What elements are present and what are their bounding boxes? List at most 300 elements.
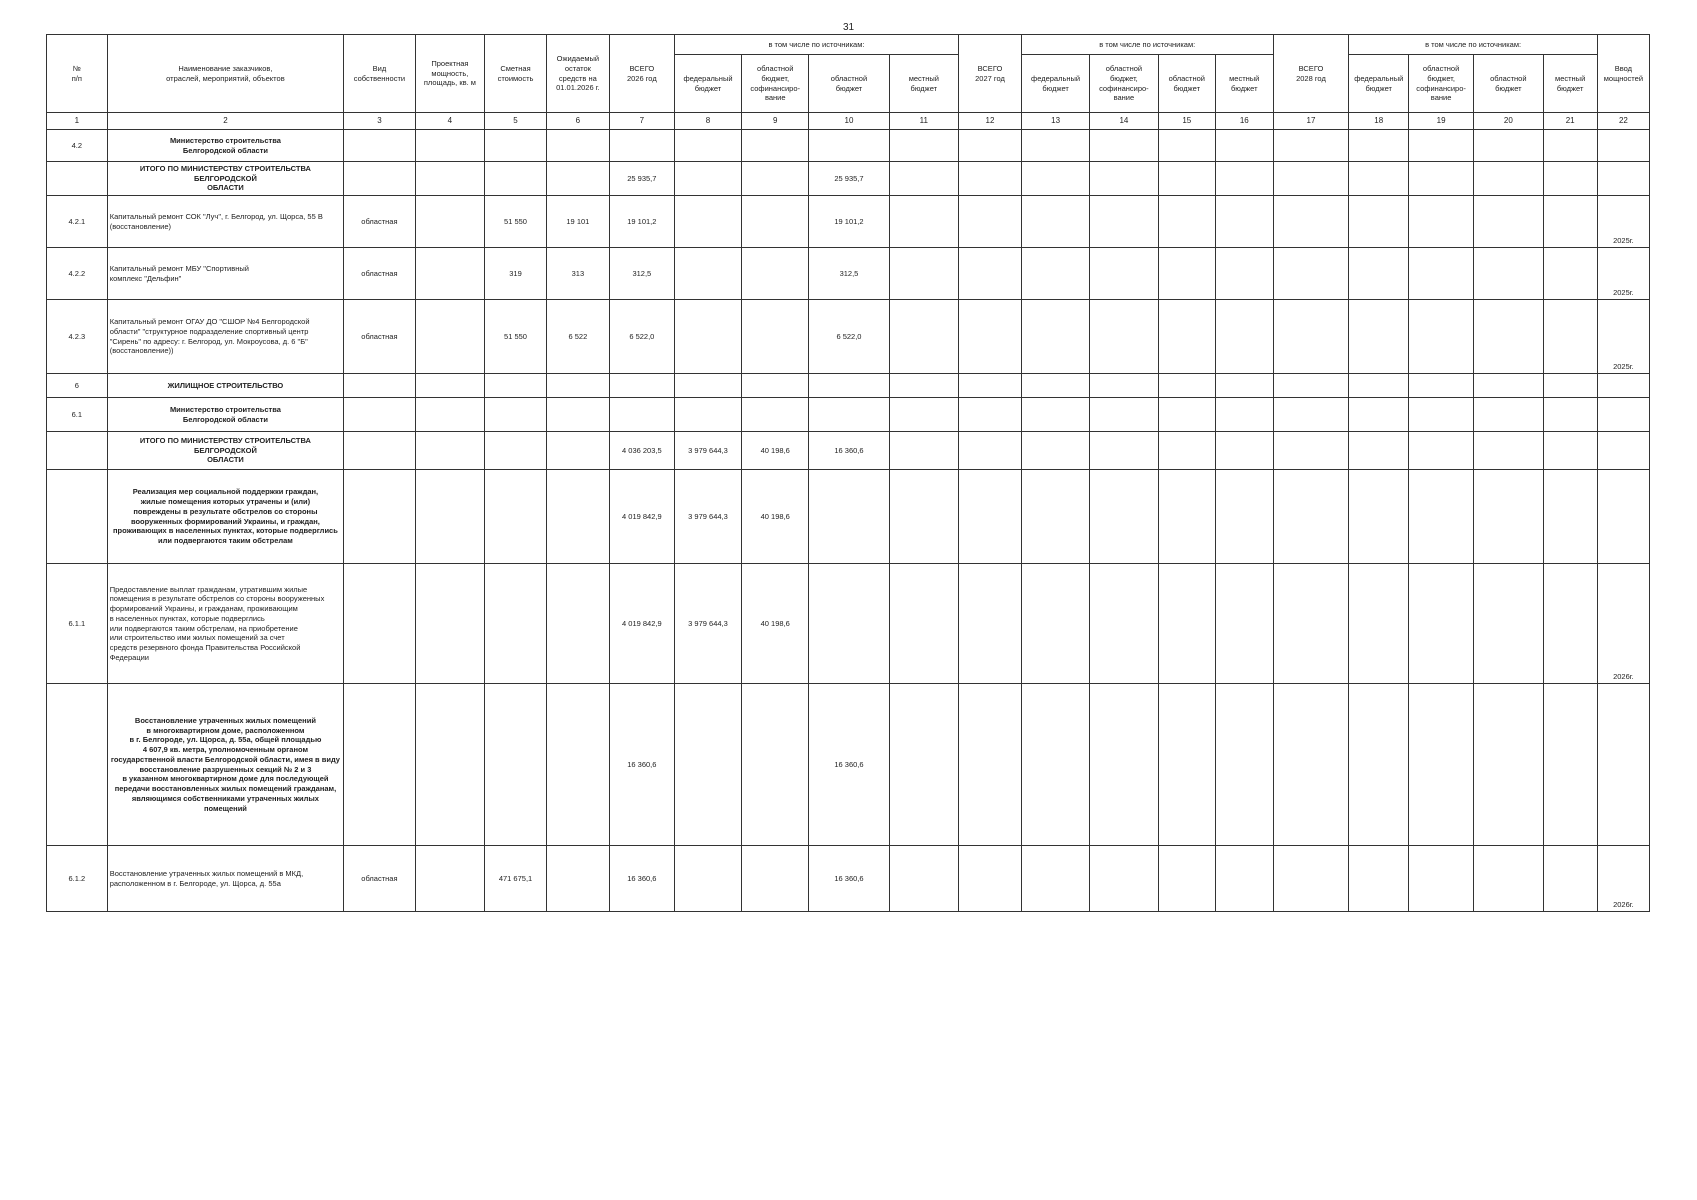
table-row (47, 398, 1650, 432)
header-total-2027: ВСЕГО 2027 год (959, 35, 1022, 113)
empty-cell (1158, 374, 1215, 398)
empty-cell (1216, 130, 1274, 162)
empty-cell (1349, 564, 1409, 684)
row-commissioning-year (1597, 398, 1649, 432)
row-name: Капитальный ремонт ОГАУ ДО "СШОР №4 Белгородской области" "структурное подразделение спортивный центр "Сирень" по адресу: г. Белгород, ул. Мокроусова, д. 6 "Б" (восстановление)) (107, 300, 343, 374)
row-total-2026: 312,5 (609, 248, 674, 300)
row-number: 6 (47, 374, 108, 398)
header-group-2026: в том числе по источникам: (674, 35, 958, 55)
row-regional-2026 (809, 470, 889, 564)
row-expected-balance (546, 130, 609, 162)
table-row (47, 564, 1650, 684)
empty-cell (1474, 300, 1543, 374)
empty-cell (1543, 564, 1597, 684)
empty-cell (1409, 684, 1474, 846)
empty-cell (1474, 846, 1543, 912)
row-local-2026 (889, 684, 958, 846)
row-commissioning-year: 2026г. (1597, 564, 1649, 684)
empty-cell (1090, 684, 1158, 846)
empty-cell (1021, 398, 1089, 432)
empty-cell (1543, 248, 1597, 300)
row-cofinance-2026 (742, 130, 809, 162)
column-number: 4 (415, 113, 484, 130)
header-expected-balance: Ожидаемый остаток средств на 01.01.2026 г. (546, 35, 609, 113)
empty-cell (1273, 196, 1349, 248)
row-name: Капитальный ремонт МБУ "Спортивный комплекс "Дельфин" (107, 248, 343, 300)
row-local-2026 (889, 564, 958, 684)
row-capacity (415, 130, 484, 162)
row-local-2026 (889, 196, 958, 248)
row-total-2026 (609, 398, 674, 432)
row-cofinance-2026 (742, 196, 809, 248)
empty-cell (959, 196, 1022, 248)
row-regional-2026: 312,5 (809, 248, 889, 300)
table-row (47, 374, 1650, 398)
row-capacity (415, 398, 484, 432)
row-name: Предоставление выплат гражданам, утратившим жилые помещения в результате обстрелов со стороны вооруженных формирований Украины, и гражданам, проживающим в населенных пунктах, которые подверглись или подвергаются таким обстрелам, на приобретение или строительство ими жилых помещений за счет средств резервного фонда Правительства Российской Федерации (107, 564, 343, 684)
table-row (47, 684, 1650, 846)
row-commissioning-year (1597, 162, 1649, 196)
empty-cell (1349, 846, 1409, 912)
row-cofinance-2026 (742, 248, 809, 300)
empty-cell (1021, 470, 1089, 564)
row-capacity (415, 374, 484, 398)
row-ownership (344, 130, 416, 162)
empty-cell (1158, 846, 1215, 912)
row-total-2026: 4 019 842,9 (609, 564, 674, 684)
column-number: 8 (674, 113, 741, 130)
row-local-2026 (889, 398, 958, 432)
row-estimated-cost: 471 675,1 (485, 846, 547, 912)
row-expected-balance (546, 684, 609, 846)
row-estimated-cost (485, 162, 547, 196)
header-regional-2027: областной бюджет (1158, 55, 1215, 113)
row-ownership (344, 684, 416, 846)
row-total-2026: 16 360,6 (609, 684, 674, 846)
header-estimated-cost: Сметная стоимость (485, 35, 547, 113)
row-ownership (344, 432, 416, 470)
header-regional-2028: областной бюджет (1474, 55, 1543, 113)
empty-cell (1158, 432, 1215, 470)
empty-cell (1474, 162, 1543, 196)
row-number: 4.2.3 (47, 300, 108, 374)
empty-cell (1349, 130, 1409, 162)
column-number: 16 (1216, 113, 1274, 130)
row-name: ИТОГО ПО МИНИСТЕРСТВУ СТРОИТЕЛЬСТВА БЕЛГОРОДСКОЙ ОБЛАСТИ (107, 162, 343, 196)
row-name: Министерство строительства Белгородской области (107, 398, 343, 432)
empty-cell (1349, 432, 1409, 470)
column-number: 10 (809, 113, 889, 130)
page-number: 31 (842, 22, 855, 33)
row-name: ЖИЛИЩНОЕ СТРОИТЕЛЬСТВО (107, 374, 343, 398)
row-expected-balance (546, 374, 609, 398)
row-capacity (415, 196, 484, 248)
row-regional-2026: 25 935,7 (809, 162, 889, 196)
empty-cell (959, 564, 1022, 684)
row-capacity (415, 300, 484, 374)
row-cofinance-2026: 40 198,6 (742, 564, 809, 684)
row-federal-2026 (674, 300, 741, 374)
row-regional-2026: 6 522,0 (809, 300, 889, 374)
row-estimated-cost (485, 374, 547, 398)
row-capacity (415, 162, 484, 196)
column-number: 11 (889, 113, 958, 130)
row-ownership (344, 374, 416, 398)
row-capacity (415, 470, 484, 564)
column-number-row (47, 113, 1650, 130)
row-ownership (344, 564, 416, 684)
empty-cell (1409, 564, 1474, 684)
empty-cell (1474, 130, 1543, 162)
row-estimated-cost (485, 398, 547, 432)
row-regional-2026: 19 101,2 (809, 196, 889, 248)
row-local-2026 (889, 374, 958, 398)
row-ownership: областная (344, 846, 416, 912)
row-expected-balance (546, 846, 609, 912)
row-federal-2026: 3 979 644,3 (674, 470, 741, 564)
header-commissioning: Ввод мощностей (1597, 35, 1649, 113)
empty-cell (1273, 398, 1349, 432)
empty-cell (1021, 564, 1089, 684)
empty-cell (959, 398, 1022, 432)
row-number (47, 470, 108, 564)
empty-cell (1158, 300, 1215, 374)
column-number: 18 (1349, 113, 1409, 130)
column-number: 17 (1273, 113, 1349, 130)
row-total-2026 (609, 130, 674, 162)
row-ownership: областная (344, 300, 416, 374)
row-regional-2026: 16 360,6 (809, 432, 889, 470)
row-capacity (415, 846, 484, 912)
row-local-2026 (889, 432, 958, 470)
row-total-2026: 4 036 203,5 (609, 432, 674, 470)
empty-cell (1158, 196, 1215, 248)
table-row (47, 300, 1650, 374)
header-no: № п/п (47, 35, 108, 113)
empty-cell (1216, 162, 1274, 196)
empty-cell (1216, 196, 1274, 248)
row-number: 6.1 (47, 398, 108, 432)
header-capacity: Проектная мощность, площадь, кв. м (415, 35, 484, 113)
row-regional-2026 (809, 398, 889, 432)
row-estimated-cost: 319 (485, 248, 547, 300)
row-expected-balance (546, 432, 609, 470)
empty-cell (1349, 398, 1409, 432)
row-expected-balance (546, 162, 609, 196)
empty-cell (959, 248, 1022, 300)
empty-cell (1216, 564, 1274, 684)
row-expected-balance: 19 101 (546, 196, 609, 248)
row-cofinance-2026 (742, 684, 809, 846)
empty-cell (1273, 374, 1349, 398)
empty-cell (1158, 162, 1215, 196)
row-commissioning-year: 2025г. (1597, 196, 1649, 248)
table-row (47, 248, 1650, 300)
column-number: 20 (1474, 113, 1543, 130)
empty-cell (1158, 684, 1215, 846)
empty-cell (1273, 684, 1349, 846)
header-local-2027: местный бюджет (1216, 55, 1274, 113)
row-number: 6.1.1 (47, 564, 108, 684)
empty-cell (1349, 374, 1409, 398)
empty-cell (1090, 300, 1158, 374)
empty-cell (1409, 846, 1474, 912)
empty-cell (1158, 248, 1215, 300)
empty-cell (1090, 130, 1158, 162)
row-commissioning-year: 2025г. (1597, 248, 1649, 300)
empty-cell (1409, 162, 1474, 196)
table-row (47, 196, 1650, 248)
empty-cell (1543, 398, 1597, 432)
row-cofinance-2026 (742, 398, 809, 432)
empty-cell (1273, 248, 1349, 300)
row-federal-2026: 3 979 644,3 (674, 564, 741, 684)
row-estimated-cost (485, 130, 547, 162)
empty-cell (1158, 470, 1215, 564)
row-commissioning-year (1597, 432, 1649, 470)
row-number (47, 432, 108, 470)
empty-cell (1090, 470, 1158, 564)
row-cofinance-2026 (742, 300, 809, 374)
row-expected-balance (546, 398, 609, 432)
row-commissioning-year (1597, 130, 1649, 162)
row-local-2026 (889, 248, 958, 300)
column-number: 21 (1543, 113, 1597, 130)
row-local-2026 (889, 846, 958, 912)
empty-cell (1021, 846, 1089, 912)
table-row (47, 130, 1650, 162)
header-total-2028: ВСЕГО 2028 год (1273, 35, 1349, 113)
row-total-2026: 19 101,2 (609, 196, 674, 248)
empty-cell (1216, 374, 1274, 398)
empty-cell (1543, 130, 1597, 162)
empty-cell (1409, 300, 1474, 374)
row-name: ИТОГО ПО МИНИСТЕРСТВУ СТРОИТЕЛЬСТВА БЕЛГОРОДСКОЙ ОБЛАСТИ (107, 432, 343, 470)
header-cofinance-2027: областной бюджет, софинансиро- вание (1090, 55, 1158, 113)
empty-cell (1273, 300, 1349, 374)
empty-cell (1021, 130, 1089, 162)
empty-cell (959, 470, 1022, 564)
row-federal-2026 (674, 248, 741, 300)
row-local-2026 (889, 300, 958, 374)
empty-cell (1543, 196, 1597, 248)
row-regional-2026: 16 360,6 (809, 846, 889, 912)
empty-cell (1273, 130, 1349, 162)
empty-cell (1021, 196, 1089, 248)
row-estimated-cost (485, 564, 547, 684)
column-number: 1 (47, 113, 108, 130)
empty-cell (1474, 398, 1543, 432)
row-number: 4.2.2 (47, 248, 108, 300)
row-expected-balance (546, 564, 609, 684)
empty-cell (1090, 162, 1158, 196)
empty-cell (1216, 300, 1274, 374)
empty-cell (1090, 196, 1158, 248)
table-row (47, 432, 1650, 470)
column-number: 6 (546, 113, 609, 130)
empty-cell (959, 846, 1022, 912)
row-federal-2026 (674, 196, 741, 248)
row-total-2026 (609, 374, 674, 398)
column-number: 7 (609, 113, 674, 130)
budget-table (46, 34, 1650, 912)
empty-cell (1021, 248, 1089, 300)
row-estimated-cost: 51 550 (485, 196, 547, 248)
row-estimated-cost (485, 684, 547, 846)
table-row (47, 846, 1650, 912)
row-regional-2026 (809, 130, 889, 162)
row-capacity (415, 564, 484, 684)
header-group-2028: в том числе по источникам: (1349, 35, 1597, 55)
row-local-2026 (889, 130, 958, 162)
row-federal-2026 (674, 374, 741, 398)
row-cofinance-2026 (742, 846, 809, 912)
row-name: Восстановление утраченных жилых помещений в МКД, расположенном в г. Белгороде, ул. Щорса, д. 55а (107, 846, 343, 912)
empty-cell (1409, 196, 1474, 248)
empty-cell (1349, 196, 1409, 248)
empty-cell (1543, 432, 1597, 470)
row-regional-2026 (809, 374, 889, 398)
empty-cell (1158, 130, 1215, 162)
row-ownership: областная (344, 248, 416, 300)
empty-cell (1474, 248, 1543, 300)
row-total-2026: 25 935,7 (609, 162, 674, 196)
empty-cell (1216, 398, 1274, 432)
empty-cell (1409, 374, 1474, 398)
row-number (47, 162, 108, 196)
header-group-2027: в том числе по источникам: (1021, 35, 1273, 55)
column-number: 22 (1597, 113, 1649, 130)
empty-cell (1021, 374, 1089, 398)
empty-cell (1474, 470, 1543, 564)
empty-cell (1543, 684, 1597, 846)
empty-cell (1021, 300, 1089, 374)
empty-cell (1349, 470, 1409, 564)
empty-cell (1349, 162, 1409, 196)
row-cofinance-2026 (742, 374, 809, 398)
empty-cell (1474, 374, 1543, 398)
empty-cell (1273, 470, 1349, 564)
row-commissioning-year (1597, 470, 1649, 564)
table-header (47, 35, 1650, 130)
empty-cell (1216, 684, 1274, 846)
column-number: 2 (107, 113, 343, 130)
empty-cell (1474, 564, 1543, 684)
empty-cell (1543, 846, 1597, 912)
empty-cell (1543, 300, 1597, 374)
row-federal-2026 (674, 130, 741, 162)
empty-cell (959, 162, 1022, 196)
empty-cell (1543, 162, 1597, 196)
column-number: 5 (485, 113, 547, 130)
row-federal-2026 (674, 846, 741, 912)
empty-cell (1409, 248, 1474, 300)
empty-cell (959, 684, 1022, 846)
row-commissioning-year: 2026г. (1597, 846, 1649, 912)
row-capacity (415, 432, 484, 470)
empty-cell (1158, 564, 1215, 684)
row-capacity (415, 248, 484, 300)
column-number: 19 (1409, 113, 1474, 130)
empty-cell (1216, 432, 1274, 470)
row-regional-2026 (809, 564, 889, 684)
row-expected-balance (546, 470, 609, 564)
row-ownership (344, 470, 416, 564)
table-row (47, 162, 1650, 196)
empty-cell (1090, 248, 1158, 300)
row-estimated-cost (485, 470, 547, 564)
row-federal-2026: 3 979 644,3 (674, 432, 741, 470)
row-capacity (415, 684, 484, 846)
row-total-2026: 4 019 842,9 (609, 470, 674, 564)
row-cofinance-2026: 40 198,6 (742, 470, 809, 564)
empty-cell (1543, 374, 1597, 398)
table-body (47, 130, 1650, 912)
row-number: 4.2.1 (47, 196, 108, 248)
empty-cell (959, 300, 1022, 374)
empty-cell (959, 130, 1022, 162)
header-regional-2026: областной бюджет (809, 55, 889, 113)
row-cofinance-2026 (742, 162, 809, 196)
empty-cell (1409, 398, 1474, 432)
empty-cell (1349, 300, 1409, 374)
empty-cell (1216, 470, 1274, 564)
row-cofinance-2026: 40 198,6 (742, 432, 809, 470)
empty-cell (1090, 564, 1158, 684)
empty-cell (1021, 432, 1089, 470)
row-estimated-cost: 51 550 (485, 300, 547, 374)
row-number: 6.1.2 (47, 846, 108, 912)
row-expected-balance: 313 (546, 248, 609, 300)
header-federal-2028: федеральный бюджет (1349, 55, 1409, 113)
column-number: 3 (344, 113, 416, 130)
header-federal-2026: федеральный бюджет (674, 55, 741, 113)
empty-cell (1474, 432, 1543, 470)
row-ownership (344, 398, 416, 432)
empty-cell (1474, 196, 1543, 248)
row-name: Министерство строительства Белгородской области (107, 130, 343, 162)
row-commissioning-year (1597, 374, 1649, 398)
row-federal-2026 (674, 684, 741, 846)
row-ownership: областная (344, 196, 416, 248)
row-name: Реализация мер социальной поддержки граждан, жилые помещения которых утрачены и (или) повреждены в результате обстрелов со стороны вооруженных формирований Украины, и граждан, проживающих в населенных пунктах, которые подверглись или подвергаются таким обстрелам (107, 470, 343, 564)
row-number: 4.2 (47, 130, 108, 162)
row-number (47, 684, 108, 846)
empty-cell (959, 374, 1022, 398)
row-commissioning-year (1597, 684, 1649, 846)
header-cofinance-2026: областной бюджет, софинансиро- вание (742, 55, 809, 113)
table-row (47, 470, 1650, 564)
header-federal-2027: федеральный бюджет (1021, 55, 1089, 113)
header-ownership: Вид собственности (344, 35, 416, 113)
empty-cell (1021, 684, 1089, 846)
row-total-2026: 16 360,6 (609, 846, 674, 912)
row-estimated-cost (485, 432, 547, 470)
column-number: 14 (1090, 113, 1158, 130)
empty-cell (1090, 398, 1158, 432)
empty-cell (1273, 162, 1349, 196)
header-total-2026: ВСЕГО 2026 год (609, 35, 674, 113)
empty-cell (1216, 248, 1274, 300)
row-name: Восстановление утраченных жилых помещений в многоквартирном доме, расположенном в г. Белгороде, ул. Щорса, д. 55а, общей площадью 4 607,9 кв. метра, уполномоченным органом государственной власти Белгородской области, имея в виду восстановление разрушенных секций № 2 и 3 в указанном многоквартирном доме для последующей передачи восстановленных жилых помещений гражданам, являющимся собственниками утраченных жилых помещений (107, 684, 343, 846)
row-local-2026 (889, 162, 958, 196)
empty-cell (1409, 432, 1474, 470)
empty-cell (959, 432, 1022, 470)
row-ownership (344, 162, 416, 196)
empty-cell (1474, 684, 1543, 846)
column-number: 12 (959, 113, 1022, 130)
row-regional-2026: 16 360,6 (809, 684, 889, 846)
